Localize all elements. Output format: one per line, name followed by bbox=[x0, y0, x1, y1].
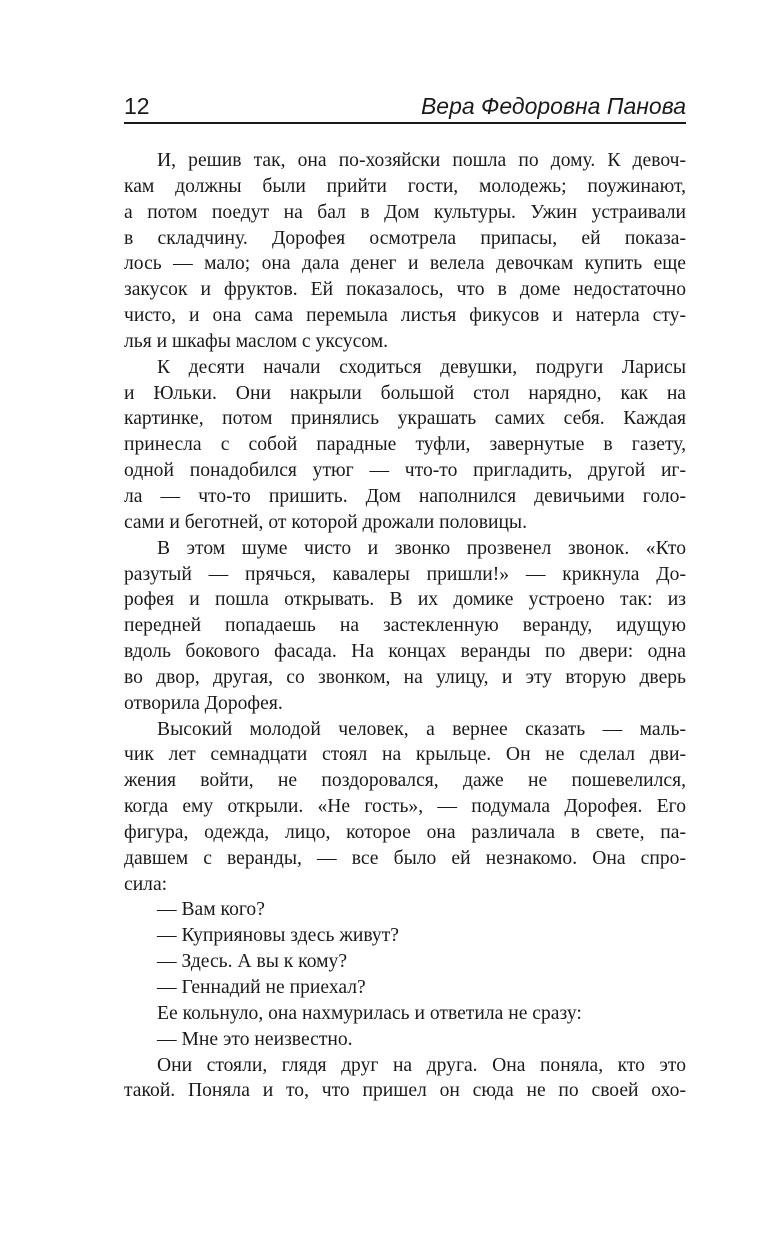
page-number: 12 bbox=[124, 93, 150, 119]
text-line: одной понадобился утюг — что-то пригладить, другой иг- bbox=[124, 460, 686, 482]
text-line: когда ему открыли. «Не гость», — подумала Дорофея. Его bbox=[124, 796, 686, 818]
text-line: картинке, потом принялись украшать самих себя. Каждая bbox=[124, 408, 686, 430]
text-line: — Куприяновы здесь живут? bbox=[157, 925, 399, 947]
text-line: ла — что-то пришить. Дом наполнился девичьими голо- bbox=[124, 485, 686, 507]
text-line: — Мне это неизвестно. bbox=[157, 1028, 353, 1050]
text-line: — Вам кого? bbox=[157, 899, 265, 921]
text-line: давшем с веранды, — все было ей незнакомо. Она спро- bbox=[124, 847, 686, 869]
body-text bbox=[124, 148, 686, 1104]
running-head bbox=[124, 88, 686, 124]
text-line: И, решив так, она по-хозяйски пошла по дому. К девоч- bbox=[157, 150, 686, 171]
text-line: — Геннадий не приехал? bbox=[157, 977, 366, 998]
text-line: передней попадаешь на застекленную веранду, идущую bbox=[124, 615, 686, 637]
text-line: разутый — прячься, кавалеры пришли!» — крикнула До- bbox=[124, 563, 686, 585]
text-line: рофея и пошла открывать. В их домике устроено так: из bbox=[124, 589, 686, 611]
text-line: фигура, одежда, лицо, которое она различала в свете, па- bbox=[124, 821, 686, 843]
text-line: вдоль бокового фасада. На концах веранды по двери: одна bbox=[124, 641, 686, 663]
text-line: такой. Поняла и то, что пришел он сюда не по своей охо- bbox=[124, 1080, 686, 1102]
text-line: чисто, и она сама перемыла листья фикусов и натерла сту- bbox=[124, 305, 686, 327]
text-line: и Юльки. Они накрыли большой стол нарядно, как на bbox=[124, 382, 686, 404]
text-line: сила: bbox=[124, 873, 168, 895]
text-line: принесла с собой парадные туфли, завернутые в газету, bbox=[124, 434, 686, 456]
text-line: в складчину. Дорофея осмотрела припасы, ей показа- bbox=[124, 227, 686, 249]
text-line: чик лет семнадцати стоял на крыльце. Он не сделал дви- bbox=[124, 744, 686, 766]
text-line: — Здесь. А вы к кому? bbox=[157, 951, 348, 973]
text-line: Высокий молодой человек, а вернее сказать — маль- bbox=[157, 718, 686, 740]
text-line: Они стояли, глядя друг на друга. Она поняла, кто это bbox=[157, 1054, 686, 1076]
text-line: сами и беготней, от которой дрожали половицы. bbox=[124, 511, 527, 533]
text-line: К десяти начали сходиться девушки, подруги Ларисы bbox=[157, 356, 686, 378]
text-line: отворила Дорофея. bbox=[124, 692, 283, 714]
text-line: В этом шуме чисто и звонко прозвенел звонок. «Кто bbox=[157, 537, 686, 559]
text-line: закусок и фруктов. Ей показалось, что в доме недостаточно bbox=[124, 279, 686, 301]
text-line: а потом поедут на бал в Дом культуры. Ужин устраивали bbox=[124, 201, 686, 223]
text-line: лось — мало; она дала денег и велела девочкам купить еще bbox=[124, 253, 686, 275]
text-line: жения войти, не поздоровался, даже не пошевелился, bbox=[124, 770, 686, 792]
book-page bbox=[124, 88, 686, 1104]
text-line: во двор, другая, со звонком, на улицу, и эту вторую дверь bbox=[124, 666, 686, 688]
text-line: кам должны были прийти гости, молодежь; поужинают, bbox=[124, 175, 686, 197]
text-line: Ее кольнуло, она нахмурилась и ответила не сразу: bbox=[157, 1002, 582, 1024]
book-author: Вера Федоровна Панова bbox=[420, 93, 686, 119]
text-line: лья и шкафы маслом с уксусом. bbox=[124, 330, 389, 352]
